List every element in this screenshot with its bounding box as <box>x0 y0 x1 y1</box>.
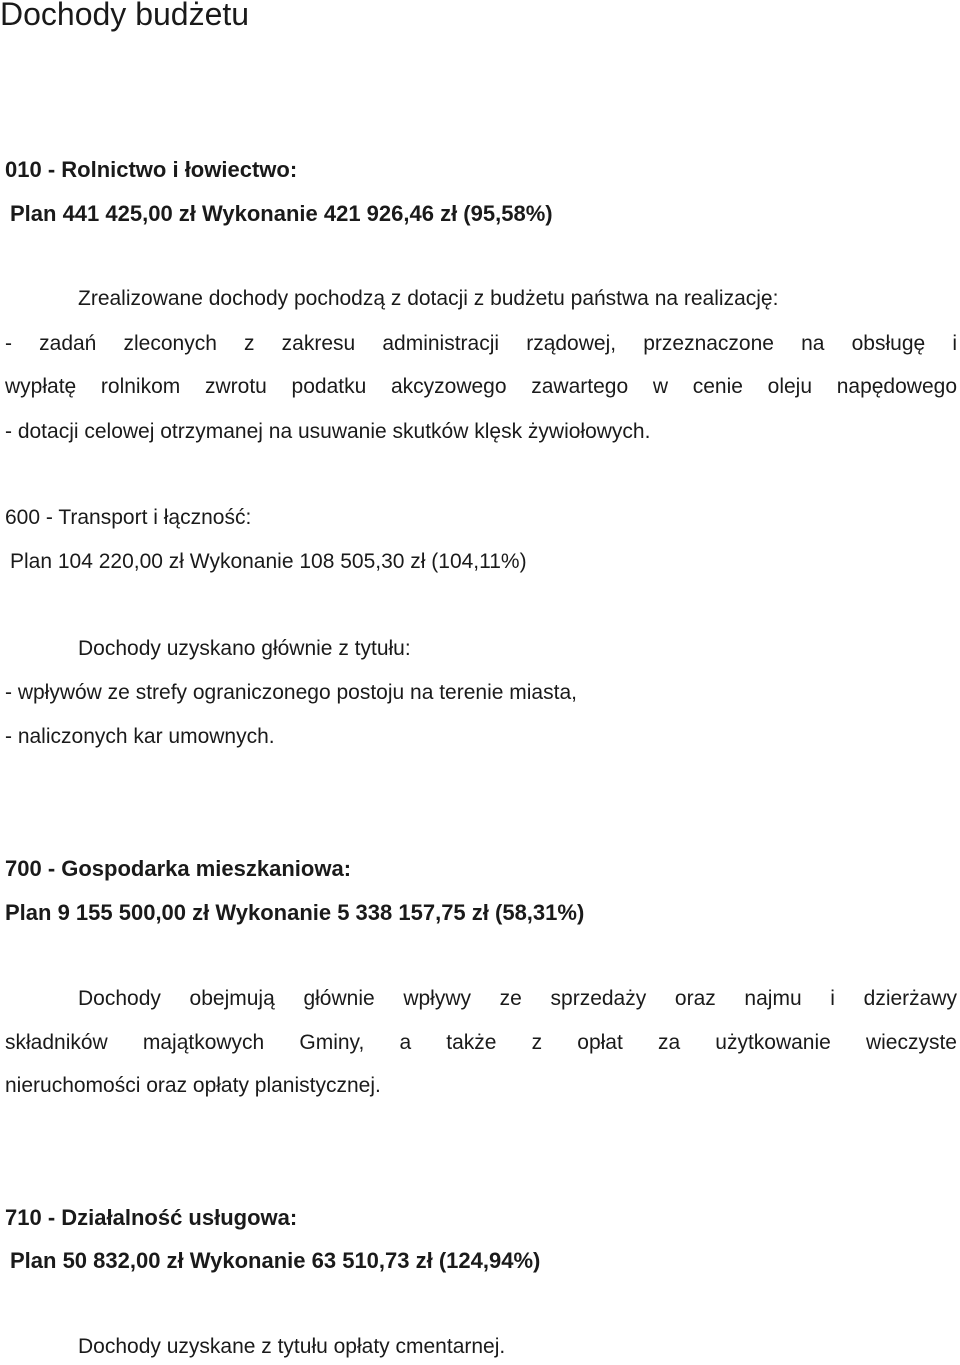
paragraph-line: Zrealizowane dochody pochodzą z dotacji z budżetu państwa na realizację: <box>78 287 779 310</box>
plan-line: Plan 50 832,00 zł Wykonanie 63 510,73 zł (124,94%) <box>10 1248 541 1273</box>
section-heading: 710 - Działalność usługowa: <box>5 1205 298 1230</box>
page-title: Dochody budżetu <box>0 0 250 32</box>
paragraph-line: - dotacji celowej otrzymanej na usuwanie skutków klęsk żywiołowych. <box>5 420 651 443</box>
paragraph-line: nieruchomości oraz opłaty planistycznej. <box>5 1074 381 1097</box>
paragraph-line: - naliczonych kar umownych. <box>5 725 275 748</box>
paragraph-line: składników majątkowych Gminy, a także z opłat za użytkowanie wieczyste <box>5 1031 957 1054</box>
plan-line: Plan 9 155 500,00 zł Wykonanie 5 338 157,75 zł (58,31%) <box>5 900 585 925</box>
plan-line: Plan 441 425,00 zł Wykonanie 421 926,46 zł (95,58%) <box>10 201 553 226</box>
section-heading: 010 - Rolnictwo i łowiectwo: <box>5 157 298 182</box>
paragraph-line: Dochody uzyskane z tytułu opłaty cmentarnej. <box>78 1335 506 1358</box>
section-heading: 700 - Gospodarka mieszkaniowa: <box>5 856 352 881</box>
paragraph-line: - wpływów ze strefy ograniczonego postoju na terenie miasta, <box>5 681 577 704</box>
paragraph-line: Dochody obejmują głównie wpływy ze sprzedaży oraz najmu i dzierżawy <box>78 987 957 1010</box>
plan-line: Plan 104 220,00 zł Wykonanie 108 505,30 zł (104,11%) <box>10 550 527 573</box>
section-heading: 600 - Transport i łączność: <box>5 506 252 529</box>
paragraph-line: Dochody uzyskano głównie z tytułu: <box>78 637 411 660</box>
paragraph-line: - zadań zleconych z zakresu administracji rządowej, przeznaczone na obsługę i <box>5 332 957 355</box>
paragraph-line: wypłatę rolnikom zwrotu podatku akcyzowego zawartego w cenie oleju napędowego <box>5 375 957 398</box>
